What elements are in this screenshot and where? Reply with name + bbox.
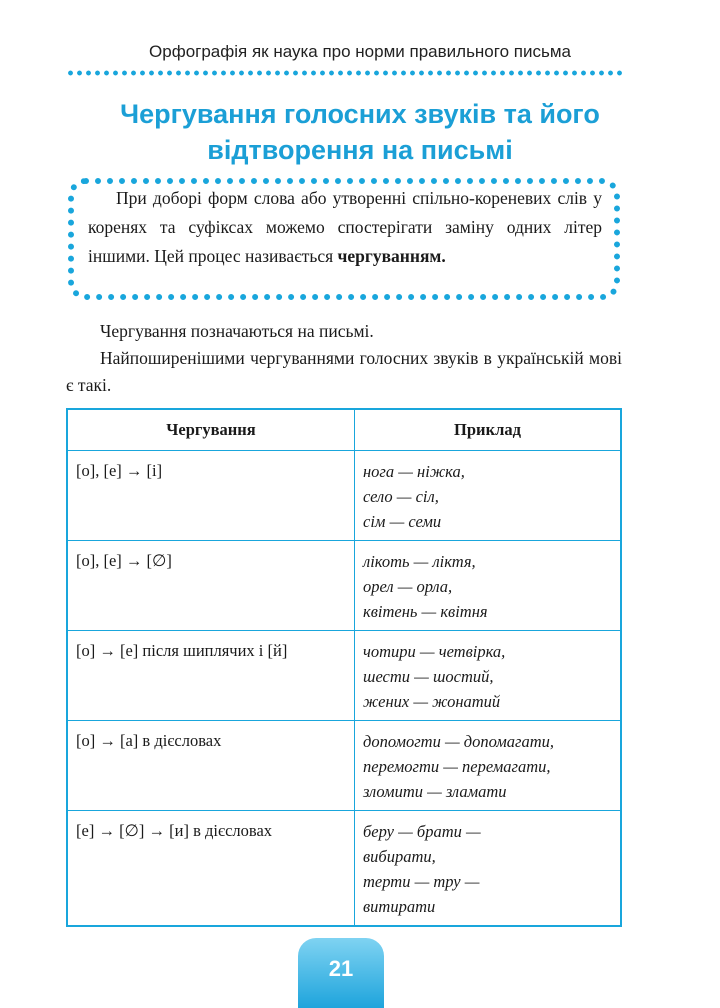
example-line: беру — брати — [363,822,481,841]
rule-cell: [о], [е] → [і] [67,451,355,541]
definition-body: При доборі форм слова або утворенні спільно-кореневих слів у коренях та суфіксах можемо спостерігати заміну одних літер іншими. Цей процес називається [88,188,602,266]
example-cell [355,451,622,541]
definition-term: чергуванням. [337,246,446,266]
example-line: квітень — квітня [363,602,488,621]
example-line: жених — жонатий [363,692,501,711]
table-row [67,721,621,811]
table-row [67,631,621,721]
example-line: село — сіл, [363,487,439,506]
running-head: Орфографія як наука про норми правильного письма [149,42,571,61]
page-number-tab [298,938,384,1008]
example-line: вибирати, [363,847,436,866]
rule-cell: [е] → [∅] → [и] в дієсловах [67,811,355,927]
table-header-row [67,409,621,451]
section-title-line-2: відтворення на письмі [207,135,513,165]
paragraph-2: Найпоширенішими чергуваннями голосних звуків в українській мові є такі. [66,348,622,395]
column-header-alternation: Чергування [67,409,355,451]
example-cell [355,721,622,811]
section-title [60,96,660,168]
section-title-line-1: Чергування голосних звуків та його [120,99,600,129]
example-line: чотири — четвірка, [363,642,506,661]
page-number: 21 [328,956,354,981]
paragraph-1: Чергування позначаються на письмі. [100,321,374,341]
example-line: зломити — зламати [363,782,507,801]
example-line: терти — тру — [363,872,480,891]
example-line: нога — ніжка, [363,462,465,481]
dotted-divider [66,70,622,76]
example-line: орел — орла, [363,577,453,596]
rule-cell: [о] → [а] в дієсловах [67,721,355,811]
alternation-table [66,408,622,927]
rule-cell: [о] → [е] після шиплячих і [й] [67,631,355,721]
table-row [67,541,621,631]
example-cell [355,811,622,927]
column-header-example: Приклад [355,409,622,451]
example-cell [355,631,622,721]
table-row [67,811,621,927]
example-line: шести — шостий, [363,667,494,686]
example-line: лікоть — ліктя, [363,552,476,571]
example-cell [355,541,622,631]
example-line: сім — семи [363,512,442,531]
definition-text [88,184,602,271]
table-row [67,451,621,541]
example-line: перемогти — перемагати, [363,757,551,776]
rule-cell: [о], [е] → [∅] [67,541,355,631]
example-line: витирати [363,897,436,916]
example-line: допомогти — допомагати, [363,732,554,751]
